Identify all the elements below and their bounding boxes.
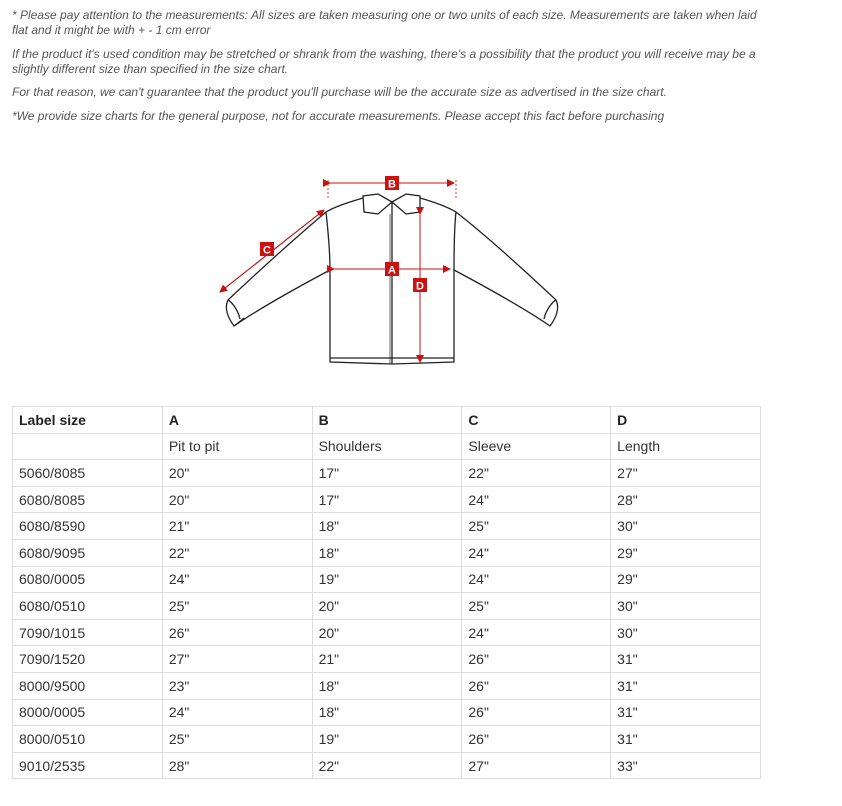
subheader-sleeve: Sleeve	[462, 433, 611, 460]
cell-length: 28"	[611, 486, 761, 513]
cell-pit-to-pit: 26"	[162, 619, 312, 646]
cell-shoulders: 18"	[312, 539, 462, 566]
cell-length: 31"	[611, 699, 761, 726]
table-row	[13, 566, 761, 593]
cell-shoulders: 19"	[312, 566, 462, 593]
table-row	[13, 460, 761, 487]
cell-sleeve: 24"	[462, 619, 611, 646]
cell-shoulders: 17"	[312, 460, 462, 487]
cell-label-size: 6080/9095	[13, 539, 163, 566]
cell-label-size: 9010/2535	[13, 752, 163, 779]
cell-pit-to-pit: 20"	[162, 460, 312, 487]
cell-length: 27"	[611, 460, 761, 487]
cell-pit-to-pit: 22"	[162, 539, 312, 566]
cell-label-size: 6080/8085	[13, 486, 163, 513]
header-d: D	[611, 407, 761, 434]
cell-shoulders: 20"	[312, 593, 462, 620]
size-chart-header	[13, 407, 761, 460]
cell-label-size: 8000/9500	[13, 672, 163, 699]
cell-label-size: 6080/0005	[13, 566, 163, 593]
cell-label-size: 8000/0510	[13, 726, 163, 753]
cell-label-size: 6080/0510	[13, 593, 163, 620]
subheader-length: Length	[611, 433, 761, 460]
header-a: A	[162, 407, 312, 434]
cell-shoulders: 18"	[312, 672, 462, 699]
cell-sleeve: 25"	[462, 513, 611, 540]
cell-length: 33"	[611, 752, 761, 779]
cell-label-size: 5060/8085	[13, 460, 163, 487]
cell-length: 30"	[611, 593, 761, 620]
cell-sleeve: 24"	[462, 539, 611, 566]
header-b: B	[312, 407, 462, 434]
label-b: B	[388, 178, 396, 191]
table-row	[13, 539, 761, 566]
cell-sleeve: 26"	[462, 646, 611, 673]
note-used-condition: If the product it's used condition may be stretched or shrank from the washing, there's a possibility that the product you will receive may be a slightly different size than specified in the size chart.	[12, 47, 756, 76]
cell-length: 30"	[611, 513, 761, 540]
cell-label-size: 7090/1520	[13, 646, 163, 673]
cell-length: 31"	[611, 726, 761, 753]
table-row	[13, 752, 761, 779]
table-row	[13, 672, 761, 699]
cell-pit-to-pit: 21"	[162, 513, 312, 540]
cell-label-size: 8000/0005	[13, 699, 163, 726]
table-row	[13, 646, 761, 673]
label-a: A	[388, 264, 396, 277]
cell-label-size: 7090/1015	[13, 619, 163, 646]
cell-sleeve: 26"	[462, 726, 611, 753]
cell-sleeve: 22"	[462, 460, 611, 487]
table-row	[13, 486, 761, 513]
header-c: C	[462, 407, 611, 434]
cell-pit-to-pit: 25"	[162, 593, 312, 620]
cell-shoulders: 22"	[312, 752, 462, 779]
subheader-pit-to-pit: Pit to pit	[162, 433, 312, 460]
jacket-measurement-diagram	[200, 168, 580, 374]
cell-pit-to-pit: 28"	[162, 752, 312, 779]
cell-sleeve: 24"	[462, 486, 611, 513]
cell-shoulders: 20"	[312, 619, 462, 646]
cell-sleeve: 26"	[462, 699, 611, 726]
cell-sleeve: 24"	[462, 566, 611, 593]
cell-length: 30"	[611, 619, 761, 646]
note-measurement-method: * Please pay attention to the measurements: All sizes are taken measuring one or two units of each size. Measurements are taken when laid flat and it might be with + - 1 cm error	[12, 8, 757, 37]
label-c: C	[263, 244, 271, 257]
cell-sleeve: 25"	[462, 593, 611, 620]
cell-length: 31"	[611, 646, 761, 673]
label-d: D	[416, 280, 424, 293]
subheader-shoulders: Shoulders	[312, 433, 462, 460]
cell-shoulders: 18"	[312, 699, 462, 726]
cell-pit-to-pit: 20"	[162, 486, 312, 513]
cell-sleeve: 26"	[462, 672, 611, 699]
subheader-empty	[13, 433, 163, 460]
cell-length: 29"	[611, 566, 761, 593]
header-row	[13, 407, 761, 434]
cell-label-size: 6080/8590	[13, 513, 163, 540]
table-row	[13, 593, 761, 620]
table-row	[13, 619, 761, 646]
cell-pit-to-pit: 25"	[162, 726, 312, 753]
note-no-guarantee: For that reason, we can't guarantee that the product you'll purchase will be the accurate size as advertised in the size chart.	[12, 85, 667, 99]
cell-shoulders: 18"	[312, 513, 462, 540]
table-row	[13, 699, 761, 726]
cell-length: 29"	[611, 539, 761, 566]
cell-sleeve: 27"	[462, 752, 611, 779]
cell-shoulders: 19"	[312, 726, 462, 753]
cell-pit-to-pit: 23"	[162, 672, 312, 699]
header-label-size: Label size	[13, 407, 163, 434]
jacket-outline-icon	[200, 168, 580, 374]
cell-shoulders: 21"	[312, 646, 462, 673]
size-chart-body	[13, 460, 761, 779]
subheader-row	[13, 433, 761, 460]
size-chart-table	[12, 406, 761, 779]
note-general-purpose: *We provide size charts for the general purpose, not for accurate measurements. Please accept this fact before purchasing	[12, 109, 665, 123]
cell-pit-to-pit: 27"	[162, 646, 312, 673]
cell-length: 31"	[611, 672, 761, 699]
cell-pit-to-pit: 24"	[162, 699, 312, 726]
table-row	[13, 726, 761, 753]
table-row	[13, 513, 761, 540]
cell-shoulders: 17"	[312, 486, 462, 513]
cell-pit-to-pit: 24"	[162, 566, 312, 593]
